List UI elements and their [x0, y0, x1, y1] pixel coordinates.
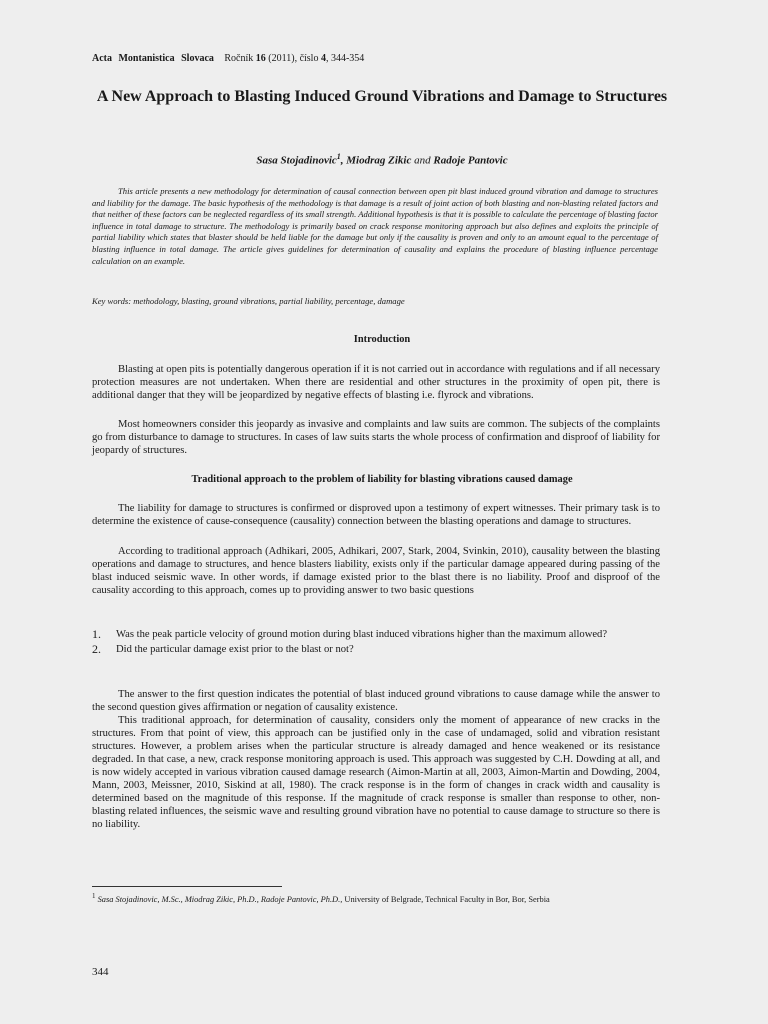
traditional-paragraph-3: The answer to the first question indicates the potential of blast induced ground vibrations to cause damage while the answer to the second question gives affirmation or negation of causality existence. — [92, 689, 660, 713]
list-item-number: 2. — [92, 642, 101, 656]
list-item-number: 1. — [92, 627, 101, 641]
intro-paragraph-1: Blasting at open pits is potentially dangerous operation if it is not carried out in accordance with regulations and if all necessary protection measures are not undertaken. When there are residential and other structures in the proximity of open pit, there is additional danger that they will be jeopardized by negative effects of blasting i.e. flyrock and vibrations. — [92, 364, 660, 401]
footnote-divider — [92, 886, 282, 887]
keywords: Key words: methodology, blasting, ground vibrations, partial liability, percentage, damage — [92, 296, 405, 306]
section-heading-traditional: Traditional approach to the problem of liability for blasting vibrations caused damage — [191, 474, 573, 485]
footnote-marker: 1 — [92, 892, 96, 900]
questions-list — [92, 628, 660, 658]
volume-suffix: (2011), číslo — [268, 53, 319, 64]
volume-number: 16 — [255, 53, 266, 64]
author-conjunction: and — [414, 154, 431, 167]
footnote-affiliation: University of Belgrade, Technical Faculty in Bor, Bor, Serbia — [344, 894, 550, 904]
traditional-paragraph-1: The liability for damage to structures is confirmed or disproved upon a testimony of expert witnesses. Their primary task is to determine the existence of cause-consequence (causality) connection between the blasting operations and damage to structures. — [92, 503, 660, 527]
author-second: , Miodrag Zikic — [340, 154, 412, 167]
page-range: , 344-354 — [325, 53, 365, 64]
author-footnote-marker: 1 — [336, 152, 341, 161]
list-item-text: Did the particular damage exist prior to the blast or not? — [116, 644, 354, 655]
traditional-paragraph-4: This traditional approach, for determination of causality, considers only the moment of appearance of new cracks in the structures. From that point of view, this approach can be justified only in the case of undamaged, solid and vibration resistant structures. However, a problem arises when the particular structure is already damaged and hence weakened or its resistance degraded. In that case, a new, crack response monitoring approach is used. This approach was suggested by C.H. Dowding at all, and is now widely accepted in various vibration caused damage research (Aimon-Martin at all, 2003, Aimon-Martin and Dowding, 2004, Mann, 2003, Meissner, 2010, Siskind at all, 1980). The crack response is in the form of changes in crack width and causality is determined based on the magnitude of this response. If the magnitude of crack response is smaller than response to other, non-blasting related influences, the seismic wave and resulting ground vibration have no potential to cause damage to structure so there is no liability. — [92, 715, 660, 830]
journal-header — [92, 52, 672, 66]
intro-paragraph-2: Most homeowners consider this jeopardy as invasive and complaints and law suits are common. The subjects of the complaints go from disturbance to damage to structures. In cases of law suits starts the whole process of confirmation and disproof of liability for jeopardy of structures. — [92, 419, 660, 456]
section-heading-introduction: Introduction — [353, 334, 411, 345]
abstract: This article presents a new methodology for determination of causal connection between open pit blast induced ground vibration and damage to structures and liability for the damage. The basic hypothesis of the methodology is that damage is a result of joint action of both blasting and non-blasting related factors and that neither of these factors can be neglected regardless of its small strength. Additional hypothesis is that it is possible to calculate the percentage of blasting factor influence in total damage to structure. The methodology is primarily based on crack response monitoring approach but also defines and exploits the principle of partial liability which states that blaster should be held liable for the damage but only if the causality is proven and only to an amount equal to the percentage of blasting influence in total damage. The article gives guidelines for determination of causality and explains the procedure of blasting influence percentage calculation on an example. — [92, 186, 658, 266]
author-line — [92, 152, 672, 167]
issue-number: 4 — [320, 53, 326, 64]
list-item — [92, 628, 660, 641]
footnote — [92, 891, 672, 905]
footnote-authors: Sasa Stojadinovic, M.Sc., Miodrag Zikic, Ph.D., Radoje Pantovic, Ph.D., — [97, 894, 343, 904]
volume-prefix: Ročník — [224, 53, 254, 64]
page-number: 344 — [92, 966, 109, 978]
journal-name: Acta Montanistica Slovaca — [92, 53, 214, 64]
list-item — [92, 643, 660, 656]
list-item-text: Was the peak particle velocity of ground motion during blast induced vibrations higher than the maximum allowed? — [116, 629, 608, 640]
author-first: Sasa Stojadinovic — [256, 154, 337, 167]
paper-title: A New Approach to Blasting Induced Ground Vibrations and Damage to Structures — [96, 88, 668, 105]
author-third: Radoje Pantovic — [433, 154, 508, 167]
traditional-paragraph-2: According to traditional approach (Adhikari, 2005, Adhikari, 2007, Stark, 2004, Svinkin, 2010), causality between the blasting operations and damage to structures, and hence blasters liability, exists only if the particular damage appeared during passing of the blast induced seismic wave. In other words, if damage existed prior to the blast there is no liability. Proof and disproof of the causality according to this approach, comes up to providing answer to two basic questions — [92, 546, 660, 596]
